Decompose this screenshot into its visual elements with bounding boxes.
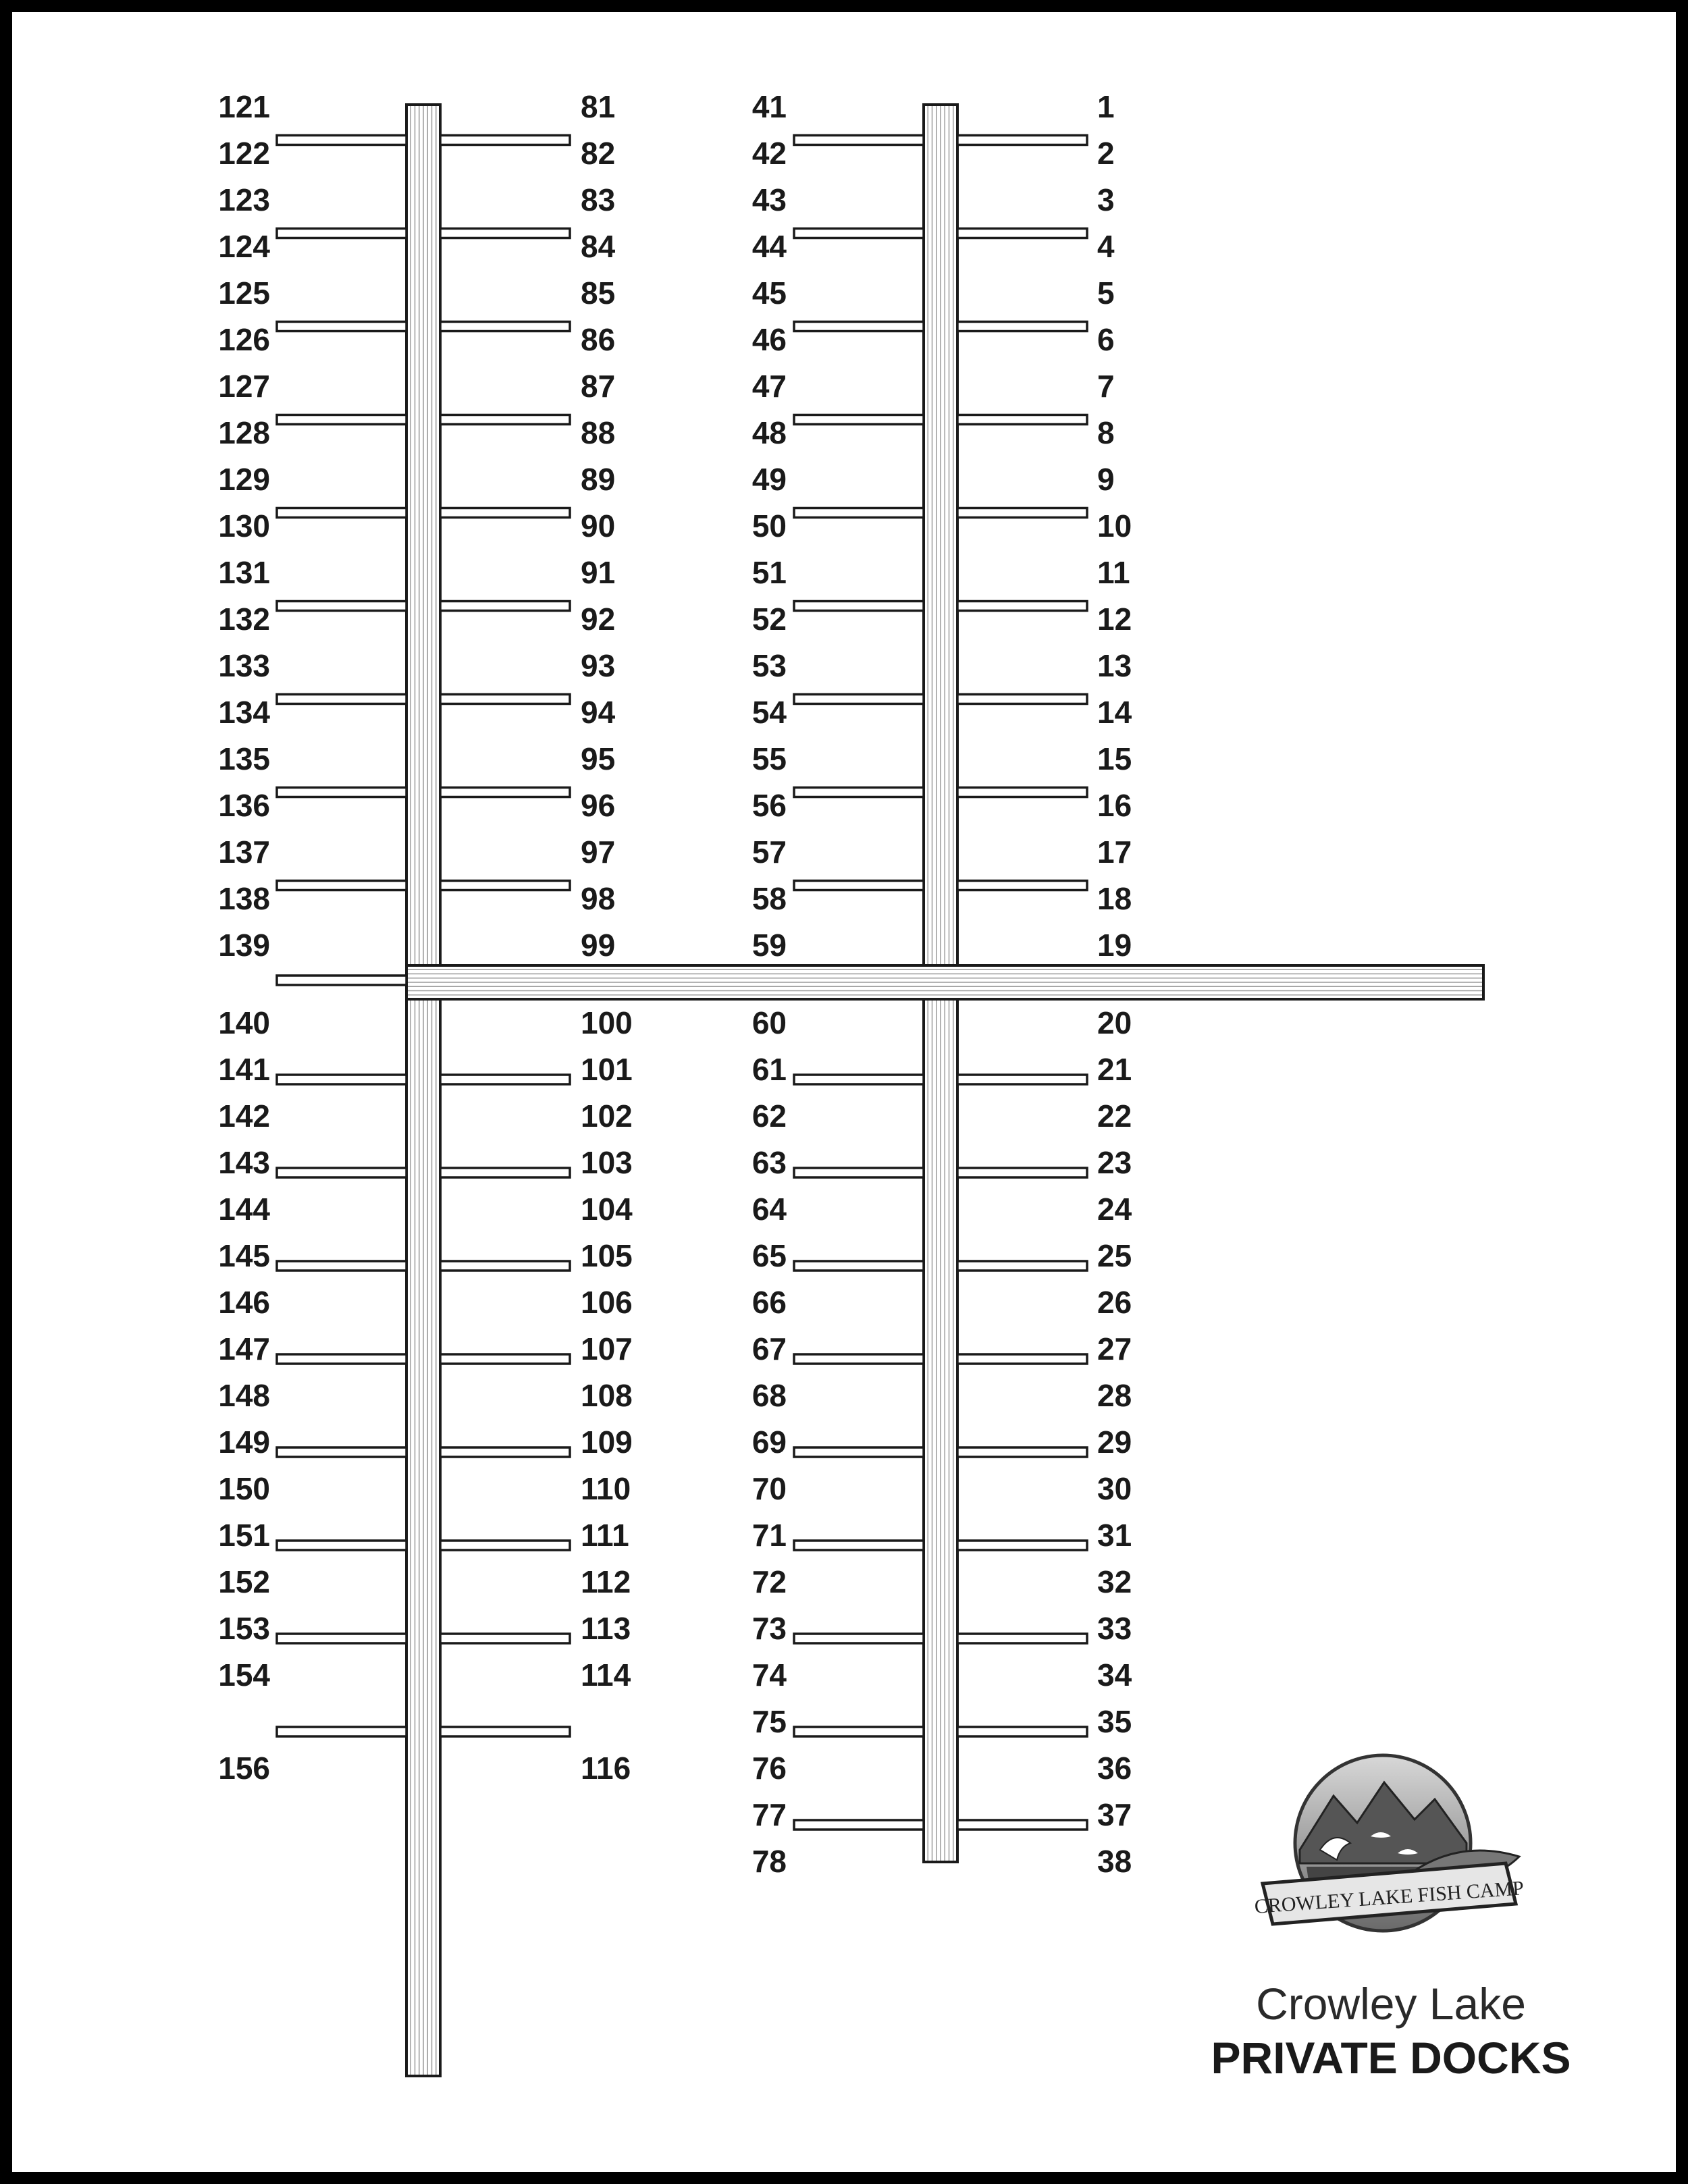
slip-number: 107	[581, 1331, 633, 1366]
slip-number: 133	[218, 648, 270, 683]
slip-number: 110	[581, 1471, 631, 1506]
slip-number: 112	[581, 1564, 631, 1599]
finger-slip-left	[277, 1168, 406, 1177]
slip-number: 37	[1097, 1797, 1132, 1832]
slip-number: 31	[1097, 1518, 1132, 1553]
finger-slip-left	[277, 136, 406, 145]
slip-number: 65	[751, 1238, 787, 1273]
slip-number: 88	[581, 415, 616, 450]
slip-number: 143	[218, 1145, 270, 1180]
slip-number: 35	[1097, 1704, 1132, 1739]
slip-number: 135	[218, 741, 270, 776]
slip-number: 85	[581, 275, 616, 311]
finger-slip-left	[277, 881, 406, 890]
slip-number: 47	[751, 369, 787, 404]
slip-number: 156	[218, 1751, 270, 1786]
finger-slip-right	[440, 602, 570, 611]
slip-number: 34	[1097, 1657, 1132, 1693]
finger-slip-right	[957, 788, 1087, 797]
finger-slip-left	[277, 229, 406, 238]
slip-number: 16	[1097, 788, 1132, 823]
slip-number: 130	[218, 508, 270, 543]
slip-number: 87	[581, 369, 616, 404]
finger-slip-right	[440, 415, 570, 425]
slip-number: 146	[218, 1285, 270, 1320]
finger-slip-right	[440, 695, 570, 704]
slip-number: 142	[218, 1098, 270, 1134]
slip-number: 134	[218, 695, 270, 730]
finger-slip-left	[794, 1261, 924, 1271]
finger-slip-right	[957, 881, 1087, 890]
finger-slip-left	[277, 322, 406, 331]
slip-number: 10	[1097, 508, 1132, 543]
finger-slip-left	[794, 1727, 924, 1736]
finger-slip-right	[957, 1727, 1087, 1736]
slip-number: 28	[1097, 1378, 1132, 1413]
slip-number: 150	[218, 1471, 270, 1506]
finger-slip-right	[440, 1354, 570, 1364]
slip-number: 123	[218, 182, 270, 217]
slip-number: 128	[218, 415, 270, 450]
slip-number: 56	[751, 788, 787, 823]
slip-number: 89	[581, 462, 616, 497]
slip-number: 53	[751, 648, 787, 683]
slip-number: 124	[218, 229, 270, 264]
finger-slip-right	[957, 1541, 1087, 1550]
slip-number: 68	[751, 1378, 787, 1413]
finger-slip-left	[794, 136, 924, 145]
slip-number: 49	[751, 462, 787, 497]
slip-number: 13	[1097, 648, 1132, 683]
finger-slip-left	[794, 1075, 924, 1084]
slip-number: 58	[751, 881, 787, 916]
slip-number: 148	[218, 1378, 270, 1413]
slip-number: 51	[751, 555, 787, 590]
slip-number: 44	[751, 229, 787, 264]
slip-number: 55	[751, 741, 787, 776]
slip-number: 60	[751, 1005, 787, 1040]
slip-number: 75	[751, 1704, 787, 1739]
slip-number: 99	[581, 928, 616, 963]
slip-number: 67	[751, 1331, 787, 1366]
slip-number: 145	[218, 1238, 270, 1273]
slip-number: 90	[581, 508, 616, 543]
slip-number: 41	[751, 89, 787, 124]
finger-slip-right	[440, 1727, 570, 1736]
slip-number: 125	[218, 275, 270, 311]
slip-number: 23	[1097, 1145, 1132, 1180]
finger-slip-left	[277, 1541, 406, 1550]
slip-number: 73	[751, 1611, 787, 1646]
slip-number: 151	[218, 1518, 270, 1553]
finger-slip-right	[440, 881, 570, 890]
slip-number: 97	[581, 834, 616, 870]
finger-slip-right	[440, 229, 570, 238]
slip-number: 140	[218, 1005, 270, 1040]
slip-number: 33	[1097, 1611, 1132, 1646]
slip-number: 132	[218, 602, 270, 637]
finger-slip-right	[440, 1634, 570, 1643]
slip-number: 116	[581, 1751, 631, 1786]
slip-number: 108	[581, 1378, 633, 1413]
slip-number: 9	[1097, 462, 1115, 497]
slip-number: 26	[1097, 1285, 1132, 1320]
slip-number: 101	[581, 1052, 633, 1087]
slip-number: 29	[1097, 1424, 1132, 1460]
finger-slip-left	[277, 788, 406, 797]
finger-slip-left	[277, 1634, 406, 1643]
slip-number: 7	[1097, 369, 1115, 404]
finger-slip-right	[957, 1820, 1087, 1830]
slip-number: 76	[751, 1751, 787, 1786]
slip-number: 113	[581, 1611, 631, 1646]
slip-number: 38	[1097, 1844, 1132, 1879]
slip-number: 126	[218, 322, 270, 357]
slip-number: 137	[218, 834, 270, 870]
slip-number: 42	[751, 136, 787, 171]
finger-slip-left	[277, 602, 406, 611]
map-title-line2: PRIVATE DOCKS	[1211, 2033, 1571, 2083]
slip-number: 138	[218, 881, 270, 916]
slip-number: 78	[751, 1844, 787, 1879]
finger-slip-left	[277, 1447, 406, 1457]
slip-number: 45	[751, 275, 787, 311]
slip-number: 22	[1097, 1098, 1132, 1134]
slip-number: 15	[1097, 741, 1132, 776]
finger-slip-right	[957, 1447, 1087, 1457]
slip-number: 3	[1097, 182, 1115, 217]
slip-number: 30	[1097, 1471, 1132, 1506]
slip-number: 43	[751, 182, 787, 217]
slip-number: 12	[1097, 602, 1132, 637]
finger-slip-right	[440, 136, 570, 145]
finger-slip-right	[440, 1075, 570, 1084]
slip-number: 62	[751, 1098, 787, 1134]
finger-slip-left	[794, 508, 924, 518]
finger-slip-right	[440, 788, 570, 797]
finger-slip-right	[957, 1634, 1087, 1643]
finger-slip-right	[957, 508, 1087, 518]
finger-slip-left	[794, 1447, 924, 1457]
finger-slip-left	[794, 788, 924, 797]
finger-slip-left	[277, 695, 406, 704]
slip-number: 32	[1097, 1564, 1132, 1599]
slip-number: 98	[581, 881, 616, 916]
slip-number: 66	[751, 1285, 787, 1320]
finger-slip-right	[440, 1541, 570, 1550]
finger-slip-right	[440, 1261, 570, 1271]
slip-number: 52	[751, 602, 787, 637]
slip-number: 100	[581, 1005, 633, 1040]
slip-number: 19	[1097, 928, 1132, 963]
slip-number: 114	[581, 1657, 631, 1693]
slip-number: 86	[581, 322, 616, 357]
slip-number: 91	[581, 555, 616, 590]
finger-slip-left	[794, 1354, 924, 1364]
slip-number: 64	[751, 1192, 787, 1227]
slip-number: 154	[218, 1657, 270, 1693]
map-title-line1: Crowley Lake	[1256, 1979, 1526, 2029]
slip-number: 59	[751, 928, 787, 963]
finger-slip-right	[440, 322, 570, 331]
finger-slip-left	[794, 415, 924, 425]
slip-number: 36	[1097, 1751, 1132, 1786]
slip-number: 127	[218, 369, 270, 404]
slip-number: 4	[1097, 229, 1115, 264]
finger-slip-left	[794, 695, 924, 704]
slip-number: 71	[751, 1518, 787, 1553]
finger-slip-right	[957, 136, 1087, 145]
finger-slip-right	[957, 695, 1087, 704]
slip-number: 82	[581, 136, 616, 171]
slip-number: 77	[751, 1797, 787, 1832]
finger-slip-left	[794, 1634, 924, 1643]
slip-number: 46	[751, 322, 787, 357]
finger-slip-left	[277, 976, 406, 985]
slip-number: 70	[751, 1471, 787, 1506]
slip-number: 83	[581, 182, 616, 217]
slip-number: 27	[1097, 1331, 1132, 1366]
slip-number: 72	[751, 1564, 787, 1599]
slip-number: 92	[581, 602, 616, 637]
slip-number: 63	[751, 1145, 787, 1180]
slip-number: 153	[218, 1611, 270, 1646]
finger-slip-right	[440, 508, 570, 518]
logo-text: CROWLEY LAKE FISH CAMP	[1253, 1877, 1525, 1918]
slip-number: 54	[751, 695, 787, 730]
slip-number: 5	[1097, 275, 1115, 311]
finger-slip-right	[957, 1354, 1087, 1364]
slip-number: 106	[581, 1285, 633, 1320]
finger-slip-right	[957, 415, 1087, 425]
slip-number: 147	[218, 1331, 270, 1366]
slip-number: 21	[1097, 1052, 1132, 1087]
finger-slip-left	[277, 508, 406, 518]
finger-slip-right	[957, 602, 1087, 611]
slip-number: 2	[1097, 136, 1115, 171]
slip-number: 122	[218, 136, 270, 171]
finger-slip-left	[277, 1354, 406, 1364]
slip-number: 109	[581, 1424, 633, 1460]
slip-number: 48	[751, 415, 787, 450]
finger-slip-left	[277, 415, 406, 425]
finger-slip-left	[794, 229, 924, 238]
slip-number: 104	[581, 1192, 633, 1227]
finger-slip-left	[794, 881, 924, 890]
finger-slip-left	[794, 1541, 924, 1550]
slip-number: 102	[581, 1098, 633, 1134]
slip-number: 24	[1097, 1192, 1132, 1227]
slip-number: 136	[218, 788, 270, 823]
slip-number: 8	[1097, 415, 1115, 450]
slip-number: 152	[218, 1564, 270, 1599]
slip-number: 57	[751, 834, 787, 870]
finger-slip-right	[957, 1075, 1087, 1084]
finger-slip-right	[440, 1447, 570, 1457]
finger-slip-right	[957, 1261, 1087, 1271]
finger-slip-left	[277, 1727, 406, 1736]
slip-number: 121	[218, 89, 270, 124]
slip-number: 84	[581, 229, 616, 264]
finger-slip-right	[957, 229, 1087, 238]
slip-number: 139	[218, 928, 270, 963]
finger-slip-right	[440, 1168, 570, 1177]
finger-slip-left	[794, 1820, 924, 1830]
slip-number: 81	[581, 89, 616, 124]
slip-number: 95	[581, 741, 616, 776]
slip-number: 69	[751, 1424, 787, 1460]
slip-number: 61	[751, 1052, 787, 1087]
slip-number: 1	[1097, 89, 1115, 124]
slip-number: 129	[218, 462, 270, 497]
slip-number: 144	[218, 1192, 270, 1227]
finger-slip-right	[957, 1168, 1087, 1177]
finger-slip-left	[794, 602, 924, 611]
slip-number: 11	[1097, 555, 1130, 590]
slip-number: 96	[581, 788, 616, 823]
finger-slip-left	[277, 1075, 406, 1084]
slip-number: 105	[581, 1238, 633, 1273]
finger-slip-right	[957, 322, 1087, 331]
finger-slip-left	[794, 1168, 924, 1177]
slip-number: 50	[751, 508, 787, 543]
slip-number: 94	[581, 695, 616, 730]
finger-slip-left	[794, 322, 924, 331]
slip-number: 25	[1097, 1238, 1132, 1273]
slip-number: 17	[1097, 834, 1132, 870]
slip-number: 93	[581, 648, 616, 683]
slip-number: 20	[1097, 1005, 1132, 1040]
slip-number: 149	[218, 1424, 270, 1460]
slip-number: 111	[581, 1518, 629, 1553]
slip-number: 103	[581, 1145, 633, 1180]
slip-number: 18	[1097, 881, 1132, 916]
slip-number: 74	[751, 1657, 787, 1693]
finger-slip-left	[277, 1261, 406, 1271]
slip-number: 14	[1097, 695, 1132, 730]
slip-number: 6	[1097, 322, 1115, 357]
slip-number: 131	[218, 555, 270, 590]
fish-camp-logo	[1254, 1755, 1525, 1931]
slip-number: 141	[218, 1052, 270, 1087]
